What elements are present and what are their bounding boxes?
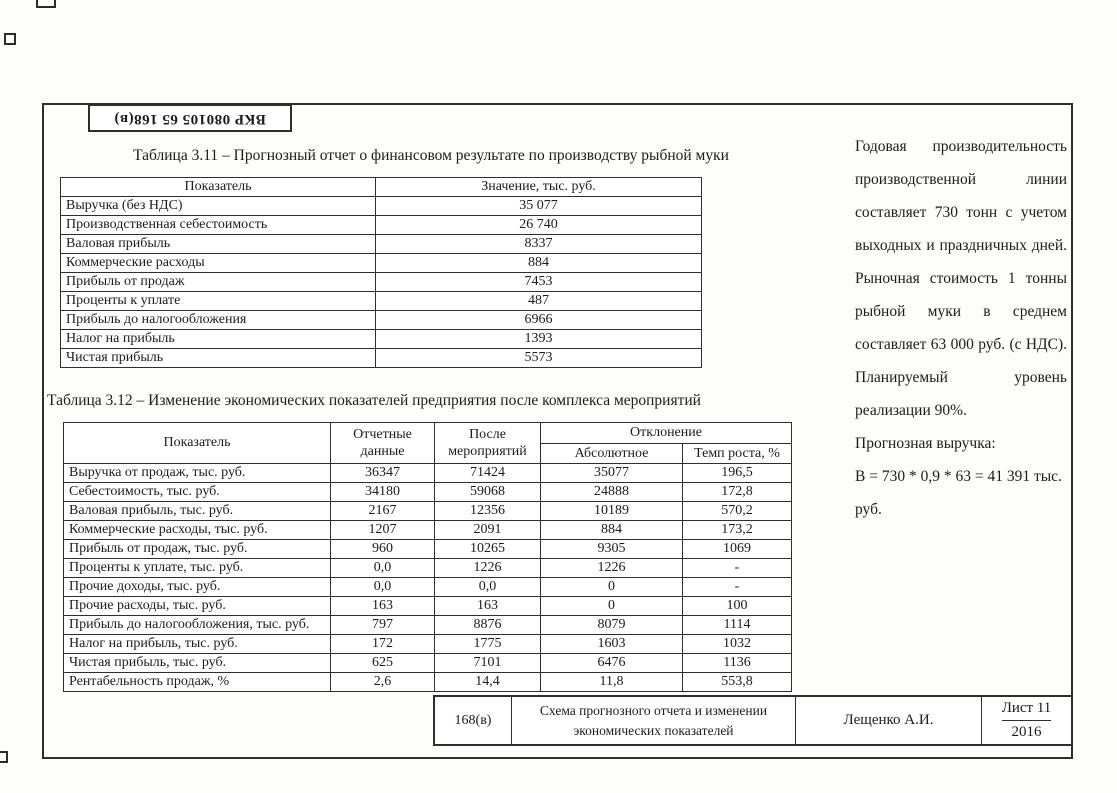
table-3-12-title: Таблица 3.12 – Изменение экономических показателей предприятия после комплекса мероприятий xyxy=(47,392,701,409)
table-cell: 9305 xyxy=(541,540,683,559)
crop-mark xyxy=(4,33,16,45)
table-cell: 0,0 xyxy=(435,578,541,597)
table-cell: 196,5 xyxy=(683,464,792,483)
table-cell: - xyxy=(683,559,792,578)
table-row xyxy=(64,635,792,654)
note-heading: Прогнозная выручка: xyxy=(855,435,996,452)
table-row xyxy=(64,578,792,597)
table-cell: 0 xyxy=(541,597,683,616)
title-block-code: 168(в) xyxy=(435,697,512,744)
column-header-after: После мероприятий xyxy=(435,423,541,464)
table-cell: 8079 xyxy=(541,616,683,635)
table-3-11-title: Таблица 3.11 – Прогнозный отчет о финансовом результате по производству рыбной муки xyxy=(133,147,729,164)
table-row xyxy=(64,540,792,559)
table-row xyxy=(61,216,702,235)
table-3-12-body xyxy=(64,464,792,692)
table-row xyxy=(64,559,792,578)
table-cell: 71424 xyxy=(435,464,541,483)
table-cell: 0,0 xyxy=(331,559,435,578)
table-cell: Коммерческие расходы, тыс. руб. xyxy=(64,521,331,540)
table-cell: 172 xyxy=(331,635,435,654)
table-row xyxy=(64,423,792,444)
table-cell: 14,4 xyxy=(435,673,541,692)
title-block xyxy=(433,695,1073,746)
table-cell: Прочие расходы, тыс. руб. xyxy=(64,597,331,616)
table-cell: 12356 xyxy=(435,502,541,521)
table-cell: 1136 xyxy=(683,654,792,673)
table-cell: 7453 xyxy=(376,273,702,292)
table-cell: - xyxy=(683,578,792,597)
table-cell: Валовая прибыль xyxy=(61,235,376,254)
table-cell: 1207 xyxy=(331,521,435,540)
table-3-11 xyxy=(60,177,702,368)
table-cell: 2091 xyxy=(435,521,541,540)
table-cell: Выручка (без НДС) xyxy=(61,197,376,216)
table-cell: 0,0 xyxy=(331,578,435,597)
crop-mark xyxy=(0,751,8,763)
table-cell: 59068 xyxy=(435,483,541,502)
note-paragraph: Годовая производительность производственной линии составляет 730 тонн с учетом выходных и праздничных дней. Рыночная стоимость 1 тонны рыбной муки в среднем составляет 63 000 руб. (с НДС). Планируемый уровень реализации 90%. xyxy=(855,138,1067,419)
table-cell: Прибыль от продаж, тыс. руб. xyxy=(64,540,331,559)
table-cell: 24888 xyxy=(541,483,683,502)
table-cell: 1032 xyxy=(683,635,792,654)
crop-mark xyxy=(36,0,56,8)
table-cell: 6966 xyxy=(376,311,702,330)
table-row xyxy=(61,349,702,368)
table-cell: Производственная себестоимость xyxy=(61,216,376,235)
table-row xyxy=(64,483,792,502)
table-cell: 1069 xyxy=(683,540,792,559)
table-cell: 35 077 xyxy=(376,197,702,216)
table-cell: 7101 xyxy=(435,654,541,673)
table-cell: 11,8 xyxy=(541,673,683,692)
table-cell: Чистая прибыль xyxy=(61,349,376,368)
document-stamp xyxy=(88,104,292,132)
table-row xyxy=(61,235,702,254)
column-header-growth: Темп роста, % xyxy=(683,443,792,464)
margin-notes xyxy=(855,130,1067,526)
table-cell: 36347 xyxy=(331,464,435,483)
table-cell: 1114 xyxy=(683,616,792,635)
table-row xyxy=(61,178,702,197)
column-header-absolute: Абсолютное xyxy=(541,443,683,464)
table-cell: 553,8 xyxy=(683,673,792,692)
table-cell: 1603 xyxy=(541,635,683,654)
table-cell: 163 xyxy=(331,597,435,616)
table-3-12 xyxy=(63,422,792,692)
table-cell: 34180 xyxy=(331,483,435,502)
table-cell: Проценты к уплате xyxy=(61,292,376,311)
table-row xyxy=(64,502,792,521)
table-cell: 884 xyxy=(376,254,702,273)
table-cell: 487 xyxy=(376,292,702,311)
table-cell: Прибыль до налогообложения, тыс. руб. xyxy=(64,616,331,635)
table-row xyxy=(64,521,792,540)
title-block-description: Схема прогнозного отчета и изменении экономических показателей xyxy=(512,697,796,744)
table-row xyxy=(61,311,702,330)
table-cell: 570,2 xyxy=(683,502,792,521)
table-cell: Коммерческие расходы xyxy=(61,254,376,273)
sheet-number: Лист 11 xyxy=(1002,697,1052,721)
table-cell: 8876 xyxy=(435,616,541,635)
table-row xyxy=(64,616,792,635)
table-cell: 6476 xyxy=(541,654,683,673)
table-cell: 1775 xyxy=(435,635,541,654)
stamp-code: ВКР 080105 65 168(в) xyxy=(114,110,266,127)
table-cell: 797 xyxy=(331,616,435,635)
table-row xyxy=(64,597,792,616)
table-cell: Прочие доходы, тыс. руб. xyxy=(64,578,331,597)
table-cell: 100 xyxy=(683,597,792,616)
table-row xyxy=(64,654,792,673)
table-row xyxy=(61,254,702,273)
table-row xyxy=(61,330,702,349)
column-header-deviation: Отклонение xyxy=(541,423,792,444)
table-cell: 1226 xyxy=(435,559,541,578)
table-cell: 163 xyxy=(435,597,541,616)
table-cell: 35077 xyxy=(541,464,683,483)
table-cell: Проценты к уплате, тыс. руб. xyxy=(64,559,331,578)
column-header-indicator: Показатель xyxy=(61,178,376,197)
table-cell: 10189 xyxy=(541,502,683,521)
table-cell: Рентабельность продаж, % xyxy=(64,673,331,692)
table-cell: Выручка от продаж, тыс. руб. xyxy=(64,464,331,483)
table-3-11-body xyxy=(61,197,702,368)
table-row xyxy=(64,464,792,483)
table-cell: 0 xyxy=(541,578,683,597)
table-cell: Прибыль до налогообложения xyxy=(61,311,376,330)
table-cell: Чистая прибыль, тыс. руб. xyxy=(64,654,331,673)
title-block-author: Лещенко А.И. xyxy=(796,697,982,744)
table-cell: 2167 xyxy=(331,502,435,521)
table-cell: 8337 xyxy=(376,235,702,254)
table-row xyxy=(61,292,702,311)
table-cell: Прибыль от продаж xyxy=(61,273,376,292)
table-3-11-header xyxy=(61,178,702,197)
column-header-reported: Отчетные данные xyxy=(331,423,435,464)
table-cell: 1226 xyxy=(541,559,683,578)
table-cell: 2,6 xyxy=(331,673,435,692)
table-row xyxy=(64,673,792,692)
table-cell: 172,8 xyxy=(683,483,792,502)
sheet-year: 2016 xyxy=(1011,724,1042,740)
table-row xyxy=(61,273,702,292)
note-formula: В = 730 * 0,9 * 63 = 41 391 тыс. руб. xyxy=(855,468,1062,518)
table-cell: 884 xyxy=(541,521,683,540)
table-cell: Валовая прибыль, тыс. руб. xyxy=(64,502,331,521)
table-cell: 173,2 xyxy=(683,521,792,540)
table-cell: 10265 xyxy=(435,540,541,559)
table-row xyxy=(61,197,702,216)
table-cell: Налог на прибыль xyxy=(61,330,376,349)
table-cell: Себестоимость, тыс. руб. xyxy=(64,483,331,502)
table-3-12-header xyxy=(64,423,792,464)
table-cell: 625 xyxy=(331,654,435,673)
column-header-indicator: Показатель xyxy=(64,423,331,464)
table-cell: 1393 xyxy=(376,330,702,349)
table-cell: 5573 xyxy=(376,349,702,368)
table-cell: 26 740 xyxy=(376,216,702,235)
title-block-sheet-info xyxy=(982,697,1071,744)
table-cell: 960 xyxy=(331,540,435,559)
column-header-value: Значение, тыс. руб. xyxy=(376,178,702,197)
table-cell: Налог на прибыль, тыс. руб. xyxy=(64,635,331,654)
